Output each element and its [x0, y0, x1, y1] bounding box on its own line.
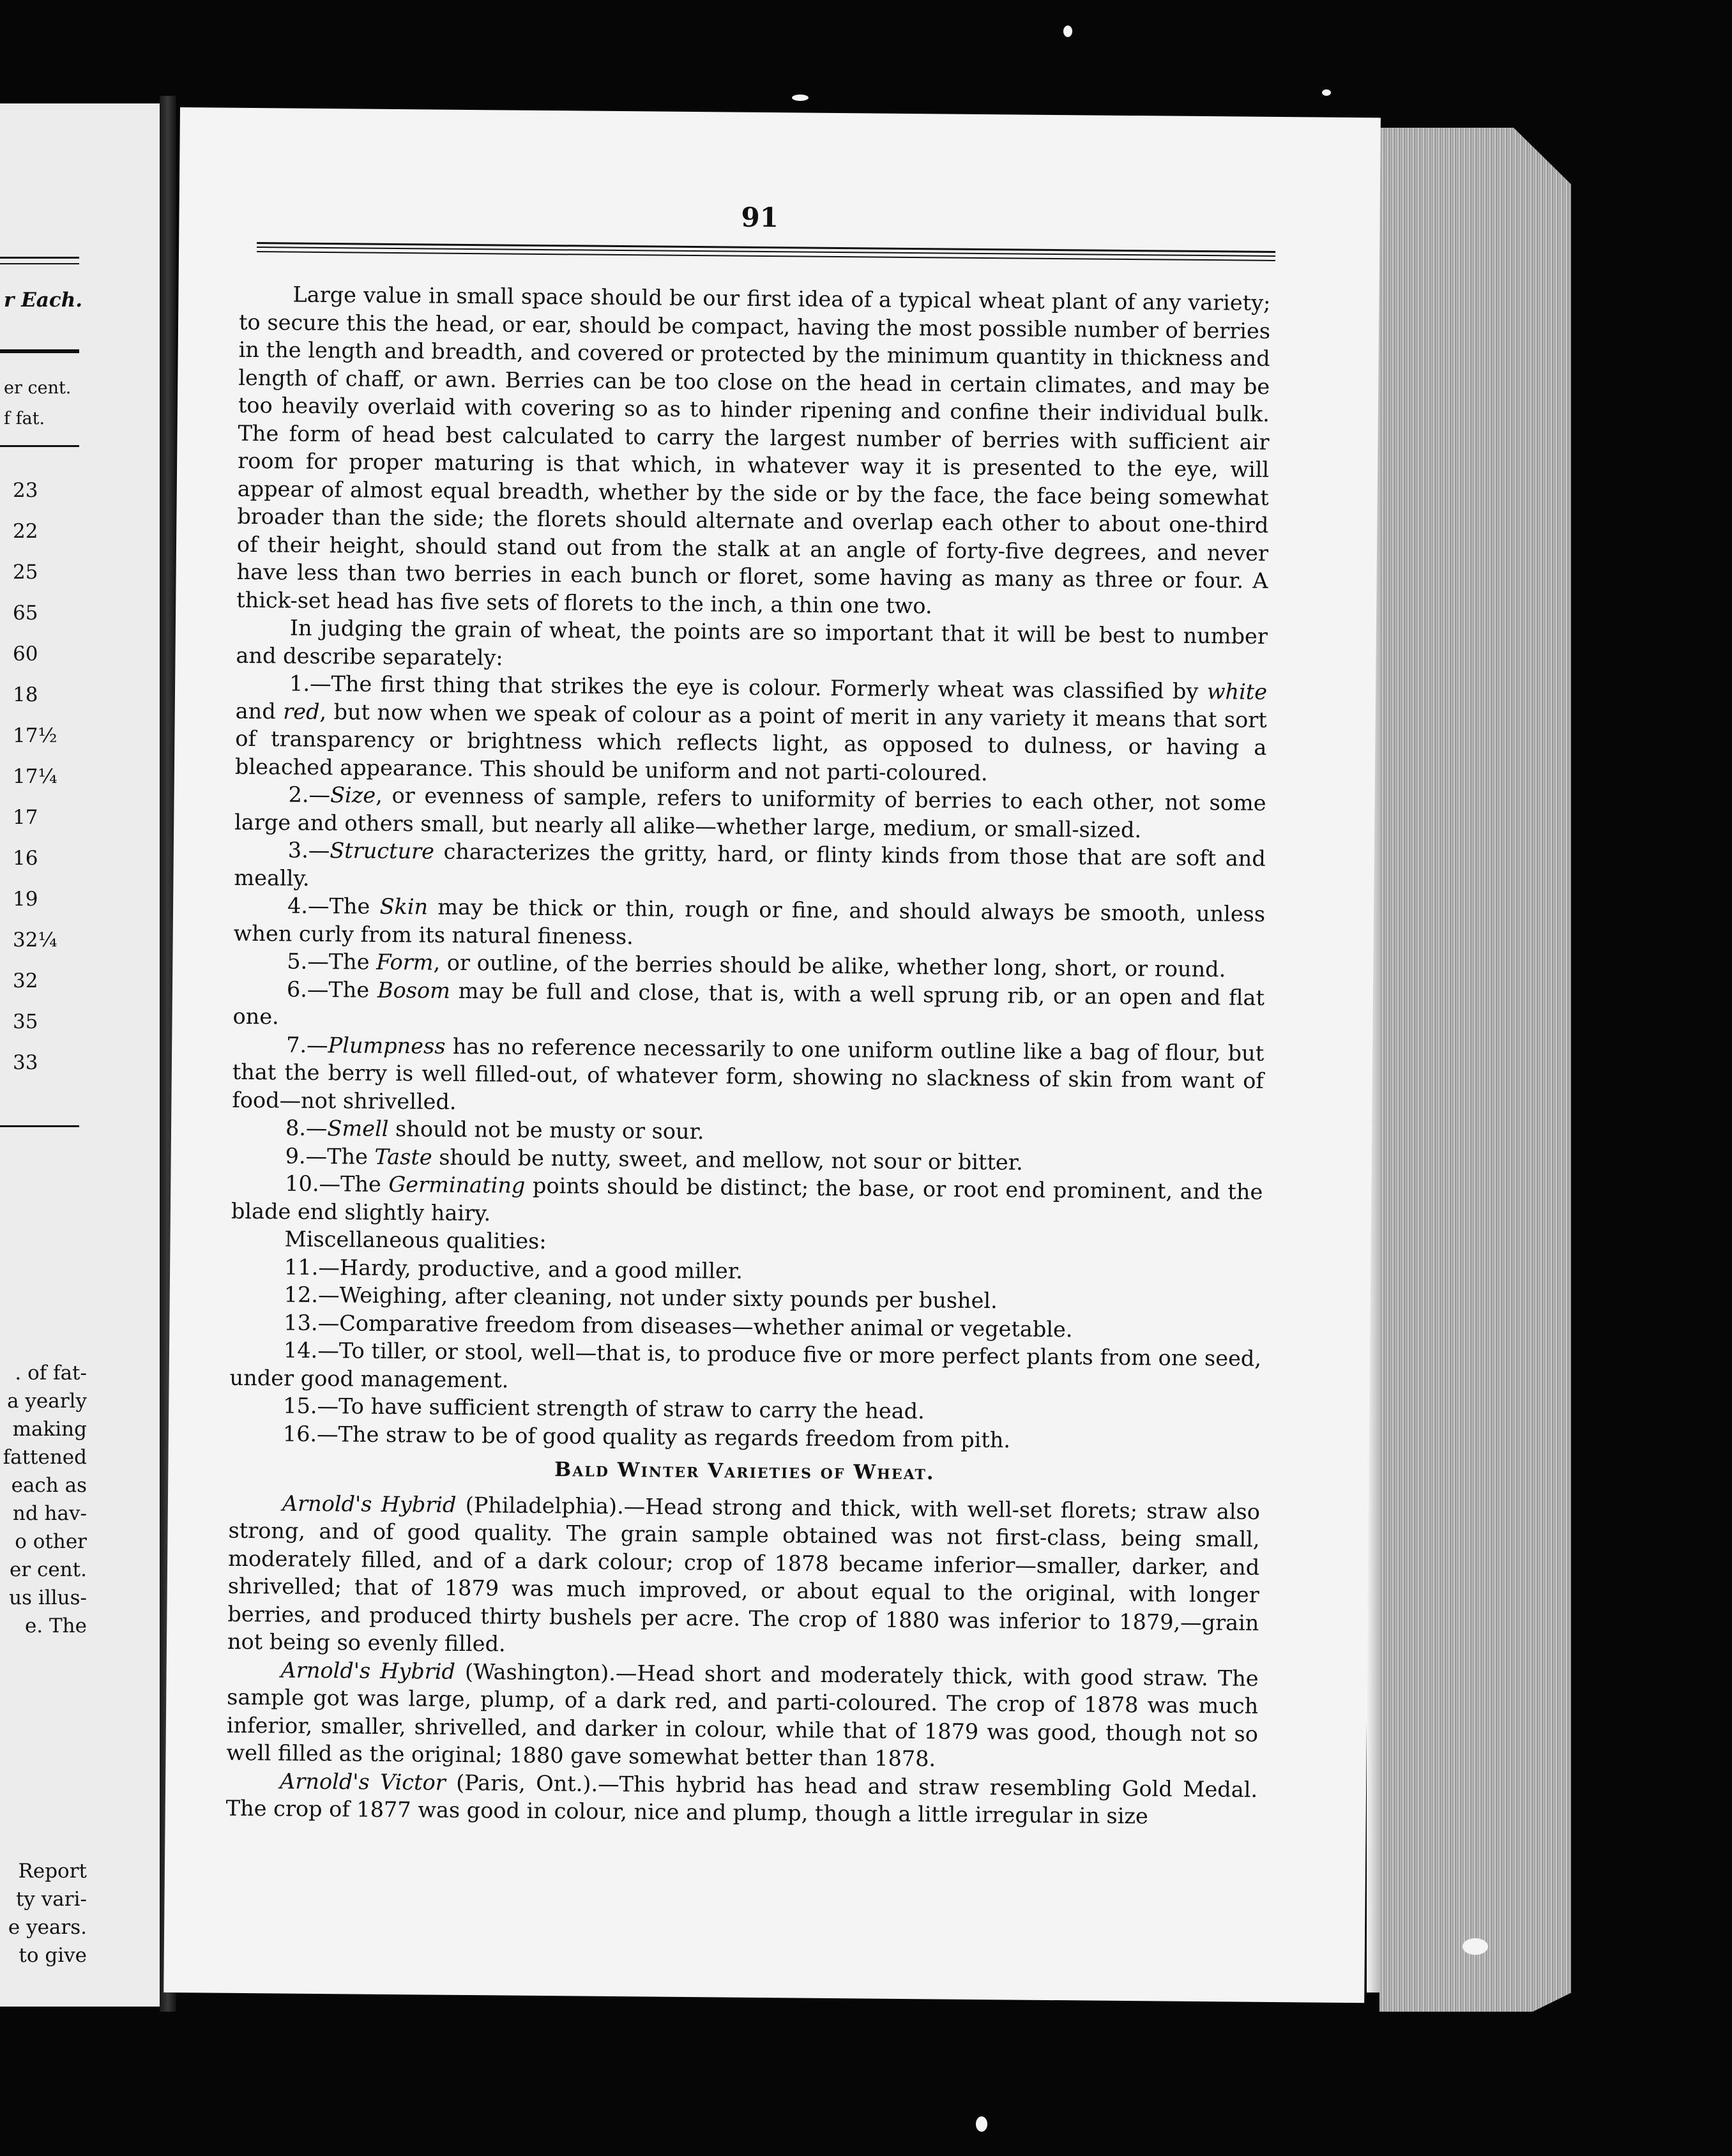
left-value: 32¼	[13, 929, 57, 952]
point-text: may be full and close, that is, with a well sprung rib, or an open and flat one.	[232, 978, 1265, 1029]
left-rule	[0, 349, 79, 353]
left-value: 33	[13, 1051, 38, 1074]
left-value: 18	[13, 683, 38, 706]
point-term: Plumpness	[328, 1032, 446, 1059]
book-page	[163, 107, 1381, 2003]
left-text-line: each as	[11, 1474, 87, 1497]
point-term: white	[1206, 679, 1268, 704]
misc-point: 15.—To have sufficient strength of straw to carry the head.	[283, 1393, 925, 1424]
point-term: Size	[330, 782, 376, 808]
left-text-line: ty vari-	[15, 1888, 87, 1911]
left-value: 23	[13, 479, 38, 502]
point-number: 7.—	[286, 1032, 328, 1058]
point-term: Structure	[330, 838, 435, 864]
left-text-line: Report	[18, 1860, 87, 1883]
left-value: 17	[13, 806, 38, 829]
left-col-head: f fat.	[4, 409, 45, 429]
misc-point: 16.—The straw to be of good quality as regards freedom from pith.	[282, 1420, 1011, 1452]
left-value: 35	[13, 1010, 38, 1033]
point-term: Skin	[379, 893, 429, 920]
left-value: 25	[13, 561, 38, 584]
point-text: characterizes the gritty, hard, or flinty kinds from those that are soft and meally.	[234, 839, 1266, 891]
point-term: Germinating	[388, 1171, 526, 1198]
scan-speck	[976, 2116, 987, 2132]
left-rule	[0, 257, 79, 259]
point-item	[234, 780, 1266, 845]
point-term: Smell	[327, 1116, 389, 1141]
point-term: Taste	[374, 1144, 432, 1170]
left-rule	[0, 445, 79, 447]
variety-entry	[226, 1766, 1258, 1831]
variety-text: (Paris, Ont.).—This hybrid has head and straw resembling Gold Medal. The crop of 1877 was good in colour, nice and plump, though a little irregular in size	[225, 1770, 1258, 1829]
left-rule	[0, 263, 79, 264]
left-text-line: fattened	[3, 1446, 87, 1469]
misc-point: 13.—Comparative freedom from diseases—whether animal or vegetable.	[284, 1309, 1073, 1342]
point-number: 9.—The	[285, 1143, 375, 1169]
left-text-line: er cent.	[9, 1558, 87, 1581]
left-text-line: . of fat-	[15, 1362, 87, 1385]
left-text-line: a yearly	[7, 1390, 87, 1413]
point-text: should not be musty or sour.	[388, 1116, 704, 1144]
point-text: may be thick or thin, rough or fine, and should always be smooth, unless when curly from its natural fineness.	[233, 894, 1266, 949]
header-rule	[257, 242, 1275, 257]
point-text: and	[235, 698, 284, 724]
variety-text: (Washington).—Head short and moderately thick, with good straw. The sample got was large, plump, of a dark red, and parti-coloured. The crop of 1878 was much inferior, smaller, shrivelled, and darker in colour, while that of 1879 was good, though not so well filled as the original; 1880 gave somewhat better than 1878.	[226, 1659, 1259, 1772]
left-value: 19	[13, 888, 38, 911]
left-value: 60	[13, 642, 38, 665]
left-text-line: to give	[19, 1944, 87, 1967]
left-value: 22	[13, 520, 38, 543]
point-term: Bosom	[377, 977, 451, 1003]
left-value: 16	[13, 847, 38, 870]
point-number: 4.—The	[287, 893, 380, 919]
judging-paragraph: In judging the grain of wheat, the points are so important that it will be best to number and describe separately:	[236, 615, 1268, 670]
variety-name: Arnold's Hybrid	[282, 1490, 457, 1517]
point-item	[232, 975, 1265, 1039]
left-text-line: e. The	[24, 1614, 87, 1637]
left-col-head: er cent.	[4, 378, 72, 398]
scan-speck	[792, 95, 809, 101]
misc-point: 14.—To tiller, or stool, well—that is, to produce five or more perfect plants from one seed, under good management.	[229, 1337, 1262, 1393]
variety-entry	[227, 1489, 1260, 1664]
point-item	[231, 1169, 1263, 1234]
left-text-line: e years.	[8, 1916, 87, 1939]
book-page-edges	[1379, 128, 1571, 2012]
misc-heading: Miscellaneous qualities:	[284, 1226, 547, 1254]
point-term: Form	[376, 949, 434, 975]
left-value: 65	[13, 602, 38, 625]
variety-name: Arnold's Victor	[279, 1768, 446, 1795]
point-item	[234, 836, 1266, 900]
point-text: , but now when we speak of colour as a point of merit in any variety it means that sort of transparency or brightness which reflects light, as opposed to dulness, or having a bleached appearance. This should be uniform and not parti-coloured.	[234, 699, 1267, 786]
misc-point: 12.—Weighing, after cleaning, not under sixty pounds per bushel.	[284, 1282, 998, 1314]
left-page	[0, 103, 163, 2007]
point-text: has no reference necessarily to one uniform outline like a bag of flour, but that the berry is well filled-out, of whatever form, showing no slackness of skin from want of food—not shrivelled.	[232, 1033, 1265, 1114]
left-text-line: us illus-	[9, 1586, 87, 1609]
point-number: 3.—	[287, 837, 330, 863]
point-number: 2.—	[288, 782, 331, 808]
left-text-line: nd hav-	[12, 1502, 87, 1525]
point-number: 10.—The	[285, 1171, 389, 1197]
point-term: red	[283, 698, 320, 724]
scan-speck	[1322, 89, 1331, 96]
left-page-fragment	[0, 103, 160, 2007]
point-text: , or outline, of the berries should be alike, whether long, short, or round.	[433, 950, 1226, 982]
left-header-fragment: r Each.	[4, 289, 83, 312]
left-text-line: o other	[15, 1530, 87, 1553]
point-number: 6.—The	[286, 976, 378, 1003]
point-item	[234, 892, 1266, 956]
variety-text: (Philadelphia).—Head strong and thick, with well-set florets; straw also strong, and of good quality. The grain sample obtained was not first-class, being small, moderately filled, and of a dark colour; crop of 1878 became inferior—smaller, darker, and shrivelled; that of 1879 was much improved, or about equal to the original, with longer berries, and produced thirty bushels per acre. The crop of 1880 was inferior to 1879,—grain not being so evenly filled.	[227, 1492, 1261, 1657]
scan-speck	[1063, 26, 1072, 37]
misc-point: 11.—Hardy, productive, and a good miller.	[284, 1254, 743, 1284]
point-text: points should be distinct; the base, or root end prominent, and the blade end slightly hairy.	[231, 1173, 1263, 1226]
page-number: 91	[741, 201, 779, 234]
left-value: 32	[13, 969, 38, 992]
point-number: 8.—	[285, 1115, 328, 1141]
left-rule	[0, 1125, 79, 1127]
point-text: The first thing that strikes the eye is colour. Formerly wheat was classified by	[331, 671, 1207, 704]
page-body	[226, 280, 1271, 1832]
variety-entry	[226, 1655, 1258, 1775]
point-item	[232, 1030, 1264, 1123]
variety-name: Arnold's Hybrid	[280, 1657, 456, 1684]
section-heading: Bald Winter Varieties of Wheat.	[554, 1458, 935, 1485]
point-number: 5.—The	[287, 948, 377, 975]
intro-paragraph: Large value in small space should be our first idea of a typical wheat plant of any variety; to secure this the head, or ear, should be compact, having the most possible number of berries in the length and breadth, and covered or protected by the minimum quantity in thickness and length of chaff, or awn. Berries can be too close on the head in certain climates, and may be too heavily overlaid with covering so as to hinder ripening and confine their individual bulk. The form of head best calculated to carry the largest number of berries with sufficient air room for proper maturing is that which, in whatever way it is presented to the eye, will appear of almost equal breadth, whether by the side or by the face, the face being somewhat broader than the side; the florets should alternate and overlap each other to about one-third of their height, should stand out from the stalk at an angle of forty-five degrees, and never have less than two berries in each bunch or floret, some having as many as three or four. A thick-set head has five sets of florets to the inch, a thin one two.	[236, 282, 1271, 618]
point-number: 1.—	[289, 671, 331, 697]
scan-speck	[1462, 1938, 1488, 1955]
left-text-line: making	[12, 1418, 87, 1441]
left-value: 17¼	[13, 765, 57, 788]
point-item	[235, 669, 1267, 789]
left-value: 17½	[13, 724, 57, 747]
point-text: , or evenness of sample, refers to uniformity of berries to each other, not some large and others small, but nearly all alike—whether large, medium, or small-sized.	[234, 782, 1266, 842]
point-text: should be nutty, sweet, and mellow, not sour or bitter.	[432, 1144, 1023, 1175]
